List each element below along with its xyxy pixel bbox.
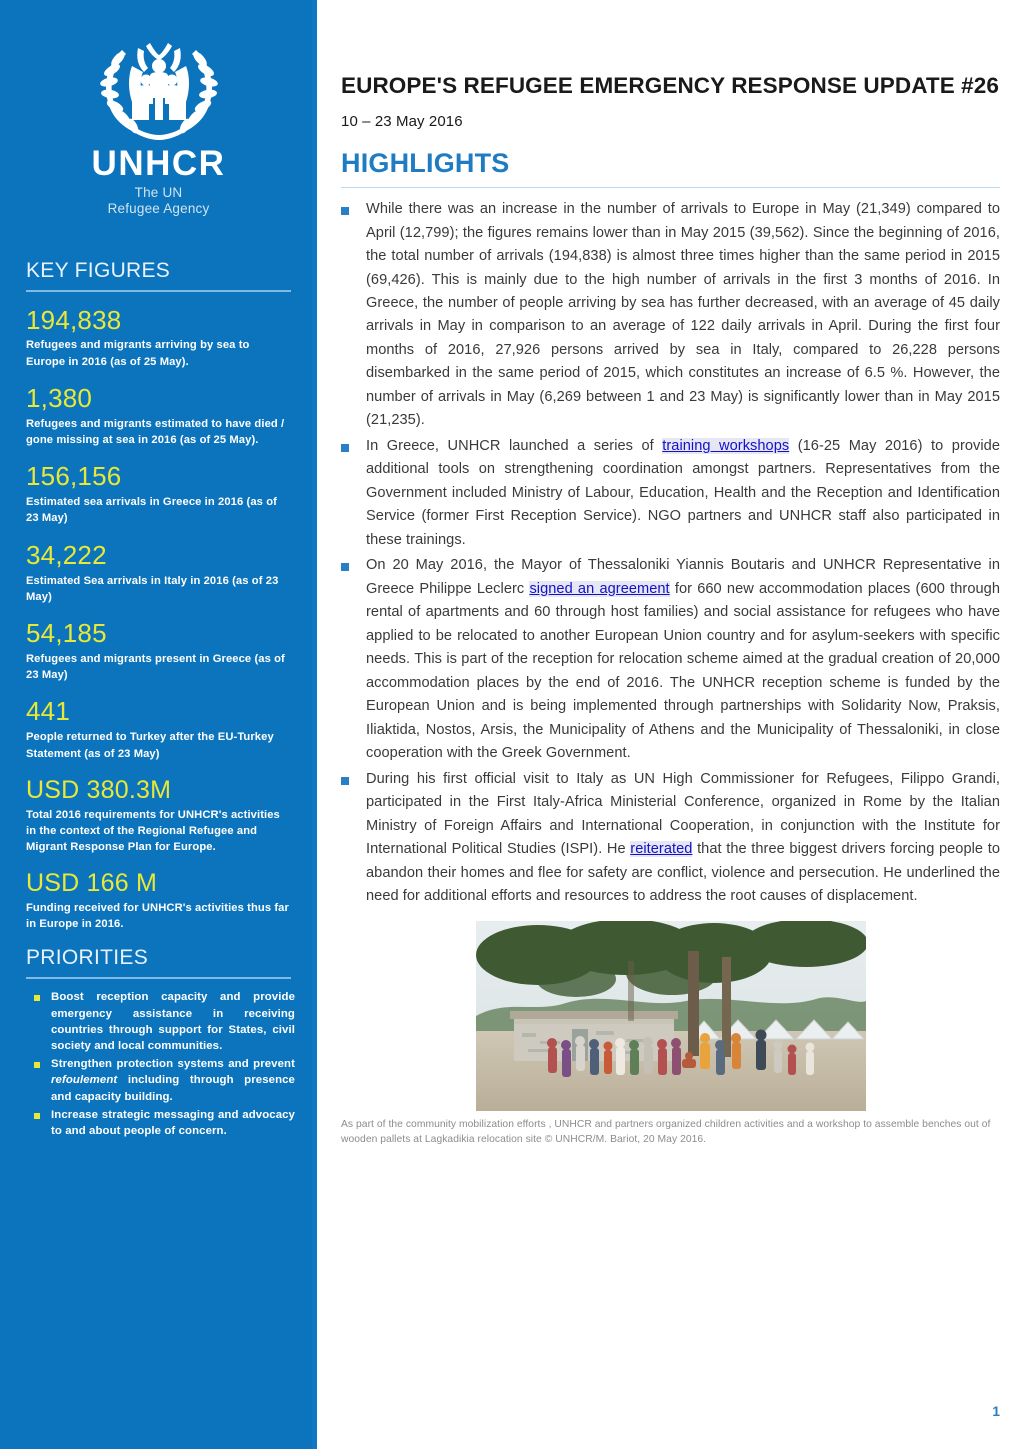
key-figure-value: 156,156: [26, 461, 122, 492]
highlight-bullet: [341, 435, 1000, 552]
key-figure-description: Estimated sea arrivals in Greece in 2016 (as of 23 May): [26, 496, 277, 525]
training-workshops-link[interactable]: training workshops: [662, 437, 790, 454]
highlights-heading: HIGHLIGHTS: [341, 148, 510, 179]
signed-agreement-link[interactable]: signed an agreement: [529, 580, 670, 597]
square-bullet-icon: [34, 995, 40, 1001]
square-bullet-icon: [34, 1113, 40, 1119]
key-figure-value: 1,380: [26, 382, 93, 413]
priorities-heading: PRIORITIES: [26, 946, 149, 970]
priority-text: Boost reception capacity and provide emergency assistance in receiving countries through support for States, civil society and local communities.: [51, 991, 295, 1052]
key-figure-item: [26, 869, 291, 932]
key-figures-heading: KEY FIGURES: [26, 258, 171, 282]
photo-caption: As part of the community mobilization efforts , UNHCR and partners organized children activities and a workshop to assemble benches out of wooden pallets at Lagkadikia relocation site © UNHCR/M. Bariot, 20 May 2016.: [341, 1118, 991, 1146]
square-bullet-icon: [341, 444, 349, 452]
date-range: 10 – 23 May 2016: [341, 113, 463, 131]
square-bullet-icon: [341, 207, 349, 215]
highlight-text: While there was an increase in the number of arrivals to Europe in May (21,349) compared to April (12,799); the figures remains lower than in May 2015 (39,562). Since the beginning of 2016, the total number of arrivals (194,838) is almost three times higher than the same period in 2015 (69,426). This is mainly due to the high number of arrivals in the first 3 months of 2016. In Greece, the number of people arriving by sea has further decreased, with an average of 45 daily arrivals in May in comparison to an average of 122 daily arrivals in April. During the first four months of 2016, 27,926 persons arrived by sea in Italy, compared to 26,228 persons disembarked in the same period of 2015, which constitutes an increase of 6.5 %. However, the number of arrivals in May (6,269 between 1 and 23 May) is significantly lower than in May 2015 (21,235).: [366, 201, 1000, 429]
key-figure-value: 194,838: [26, 304, 122, 335]
key-figures-list: [0, 292, 317, 933]
square-bullet-icon: [34, 1062, 40, 1068]
unhcr-tagline-line2: Refugee Agency: [107, 200, 210, 216]
key-figure-description: Funding received for UNHCR's activities thus far in Europe in 2016.: [26, 901, 289, 931]
photo-container: [341, 921, 1000, 1111]
highlights-list: [341, 198, 1000, 909]
priorities-list: [0, 979, 317, 1139]
highlight-text: During his first official visit to Italy as UN High Commissioner for Refugees, Filippo Grandi, participated in the First Italy-Africa Ministerial Conference, organized in Rome by the Italian Ministry of Foreign Affairs and International Cooperation, in conjunction with the Institute for International Political Studies (ISPI). He reiterated that the three biggest drivers forcing people to abandon their homes and flee for safety are conflict, violence and persecution. He underlined the need for additional efforts and resources to address the root causes of displacement.: [366, 770, 1000, 905]
key-figure-item: [26, 776, 291, 855]
priority-text: Strengthen protection systems and prevent refoulement including through presence and capacity building.: [51, 1058, 295, 1103]
key-figure-value: 54,185: [26, 618, 107, 649]
unhcr-wordmark: UNHCR: [91, 144, 226, 183]
unhcr-logo: [0, 0, 317, 217]
page-number: 1: [992, 1403, 1000, 1419]
main-content: [317, 0, 1024, 1449]
key-figure-item: [26, 462, 291, 526]
square-bullet-icon: [341, 777, 349, 785]
key-figure-value: USD 166 M: [26, 869, 158, 898]
key-figure-description: Total 2016 requirements for UNHCR's activities in the context of the Regional Refugee and Migrant Response Plan for Europe.: [26, 808, 280, 853]
highlight-text: On 20 May 2016, the Mayor of Thessaloniki Yiannis Boutaris and UNHCR Representative in Greece Philippe Leclerc signed an agreement for 660 new accommodation places (600 through rental of apartments and 60 through host families) and social assistance for refugees who have applied to be relocated to another European Union country and for asylum-seekers with specific needs. This is part of the reception for relocation scheme aimed at the gradual creation of 20,000 accommodation places by the end of 2016. The UNHCR reception scheme is funded by the European Union and is being implemented through partnerships with Solidarity Now, Praksis, Iliaktida, Nostos, Arsis, the Municipality of Athens and the Municipality of Thessaloniki, in close cooperation with the Greek Government.: [366, 557, 1000, 762]
highlight-bullet: [341, 554, 1000, 765]
highlight-text: In Greece, UNHCR launched a series of training workshops (16-25 May 2016) to provide additional tools on strengthening coordination amongst partners. Representatives from the Government included Ministry of Labour, Education, Health and the Reception and Identification Service (former First Reception Service). NGO partners and UNHCR staff also participated in these trainings.: [366, 437, 1000, 548]
priority-item: [34, 989, 295, 1054]
unhcr-tagline-line1: The UN: [134, 184, 183, 200]
refugee-camp-community-activity-photo: [476, 921, 866, 1111]
key-figure-description: People returned to Turkey after the EU-Turkey Statement (as of 23 May): [26, 731, 274, 760]
highlights-divider: [341, 187, 1000, 188]
unhcr-tagline: [108, 185, 210, 217]
priority-item: [34, 1056, 295, 1105]
key-figure-description: Estimated Sea arrivals in Italy in 2016 (as of 23 May): [26, 574, 279, 603]
reiterated-link[interactable]: reiterated: [630, 841, 693, 858]
key-figure-value: USD 380.3M: [26, 775, 172, 804]
key-figure-item: [26, 384, 291, 448]
unhcr-laurel-hands-icon: [88, 32, 230, 144]
highlight-bullet: [341, 198, 1000, 433]
highlight-bullet: [341, 768, 1000, 909]
priority-text: Increase strategic messaging and advocacy to and about people of concern.: [51, 1108, 295, 1137]
key-figure-item: [26, 306, 291, 370]
page-title: EUROPE'S REFUGEE EMERGENCY RESPONSE UPDATE #26: [341, 73, 1000, 98]
key-figure-item: [26, 697, 291, 761]
priority-item: [34, 1107, 295, 1139]
key-figure-item: [26, 619, 291, 683]
key-figure-description: Refugees and migrants arriving by sea to Europe in 2016 (as of 25 May).: [26, 339, 250, 368]
key-figure-item: [26, 541, 291, 605]
key-figure-description: Refugees and migrants present in Greece (as of 23 May): [26, 652, 285, 682]
sidebar: [0, 0, 317, 1449]
square-bullet-icon: [341, 563, 349, 571]
key-figure-value: 441: [26, 696, 70, 727]
key-figure-value: 34,222: [26, 539, 107, 570]
key-figure-description: Refugees and migrants estimated to have died / gone missing at sea in 2016 (as of 25 May).: [26, 417, 285, 447]
